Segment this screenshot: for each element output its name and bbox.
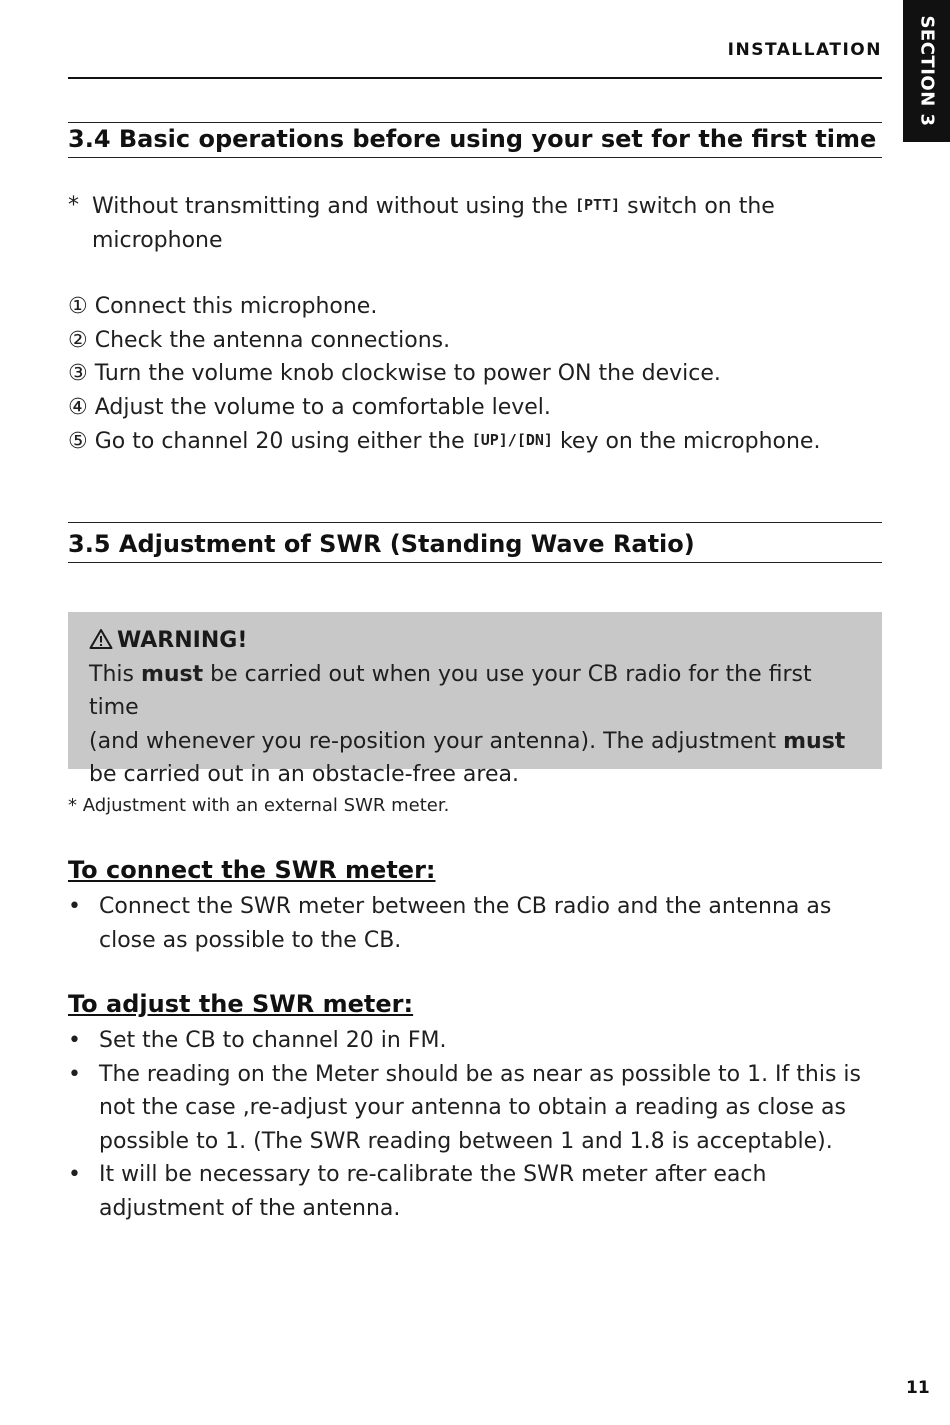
section-tab-label: SECTION 3 <box>916 15 937 127</box>
step-text: Go to channel 20 using either the <box>94 429 465 455</box>
step-text: Turn the volume knob clockwise to power ON the device. <box>94 361 721 387</box>
bullet-text: It will be necessary to re-calibrate the SWR meter after each adjustment of the antenna. <box>99 1162 767 1221</box>
connect-swr-list <box>68 890 868 957</box>
list-item <box>68 324 898 358</box>
warning-line-1 <box>89 658 864 725</box>
connect-swr-heading: To connect the SWR meter: <box>68 856 436 884</box>
list-item <box>68 1024 868 1058</box>
step-text: Connect this microphone. <box>94 294 378 319</box>
ptt-key-label: [PTT] <box>574 196 621 214</box>
running-header: INSTALLATION <box>727 40 882 60</box>
note-asterisk: * <box>68 193 79 218</box>
list-item <box>68 391 898 425</box>
warning-emphasis: must <box>783 728 846 754</box>
warning-line-2 <box>89 725 864 759</box>
warning-text: be carried out when you use your CB radio for the first time <box>89 661 812 721</box>
bullet-text: Set the CB to channel 20 in FM. <box>99 1028 447 1053</box>
list-item <box>68 1058 868 1159</box>
bullet: • <box>68 1061 81 1087</box>
section-3-4-title: 3.4 Basic operations before using your set for the first time <box>68 122 882 158</box>
bullet-text: The reading on the Meter should be as near as possible to 1. If this is not the case ,re-adjust your antenna to obtain a reading as close as possible to 1. (The SWR reading between 1 and 1.8 is acceptable). <box>99 1061 861 1154</box>
warning-emphasis: must <box>140 661 204 687</box>
step-marker: ⑤ <box>68 429 88 455</box>
list-item <box>68 357 898 391</box>
warning-line-3: be carried out in an obstacle-free area. <box>89 762 519 788</box>
warning-triangle-icon <box>89 628 113 650</box>
step-text: Adjust the volume to a comfortable level. <box>94 394 551 420</box>
warning-heading <box>89 624 864 658</box>
warning-text: This <box>89 661 134 687</box>
note-text-3: microphone <box>92 227 223 253</box>
section-tab <box>903 0 950 142</box>
step-marker: ② <box>68 327 88 353</box>
key-separator: / <box>507 431 517 450</box>
list-item <box>68 1158 868 1225</box>
bullet: • <box>68 1028 81 1053</box>
up-key-label: [UP] <box>471 431 508 450</box>
list-item <box>68 890 868 957</box>
step-marker: ④ <box>68 394 88 420</box>
header-divider <box>68 77 882 79</box>
note-text-2: switch on the <box>627 194 775 219</box>
bullet-text: Connect the SWR meter between the CB radio and the antenna as close as possible to the CB. <box>99 894 832 953</box>
warning-box <box>68 612 882 788</box>
swr-footnote: * Adjustment with an external SWR meter. <box>68 795 450 816</box>
list-item <box>68 424 898 459</box>
note-text-1: Without transmitting and without using the <box>92 194 568 219</box>
page-number: 11 <box>906 1378 930 1398</box>
section-3-4-note <box>68 189 882 257</box>
warning-title-text: WARNING! <box>117 628 248 653</box>
bullet: • <box>68 1162 81 1188</box>
section-3-5-title: 3.5 Adjustment of SWR (Standing Wave Ratio) <box>68 522 882 563</box>
setup-steps-list <box>68 290 898 459</box>
step-marker: ① <box>68 294 88 319</box>
step-text: key on the microphone. <box>559 429 821 455</box>
list-item <box>68 290 898 324</box>
warning-text: (and whenever you re-position your antenna). The adjustment <box>89 728 777 754</box>
step-text: Check the antenna connections. <box>94 327 451 353</box>
dn-key-label: [DN] <box>516 431 553 450</box>
adjust-swr-heading: To adjust the SWR meter: <box>68 990 414 1018</box>
bullet: • <box>68 894 81 919</box>
step-marker: ③ <box>68 361 88 387</box>
adjust-swr-list <box>68 1024 868 1226</box>
